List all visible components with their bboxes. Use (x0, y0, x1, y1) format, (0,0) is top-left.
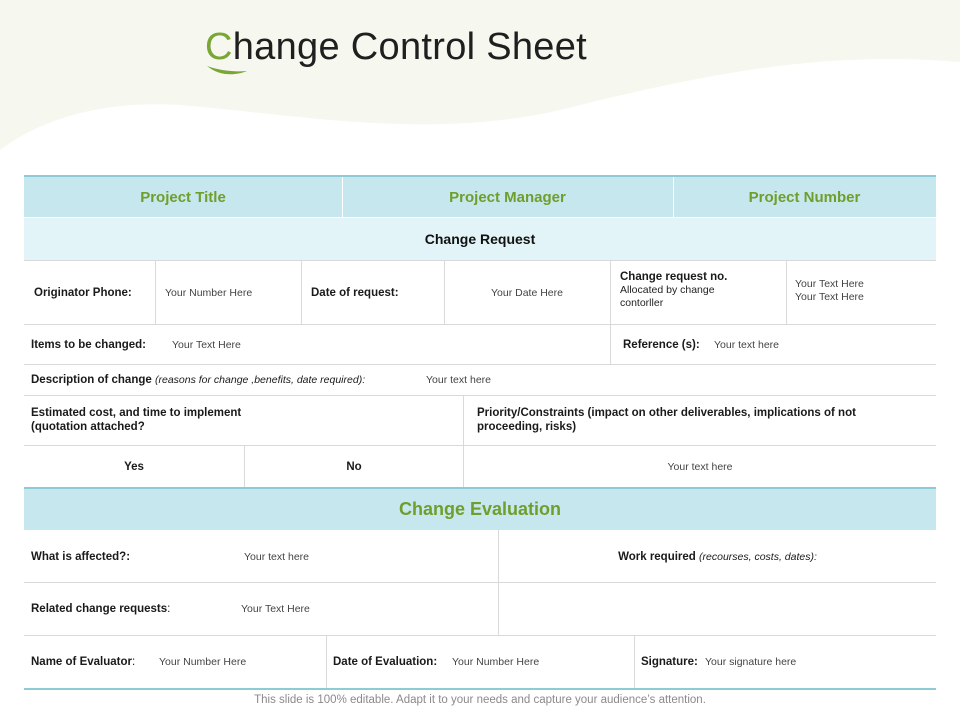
priority-constraints-label: Priority/Constraints (impact on other deliverables, implications of not proceeding, risks) (477, 407, 856, 433)
evaluator-colon: : (131, 656, 136, 668)
change-request-no-label: Change request no. (620, 271, 728, 283)
related-requests-colon: : (167, 603, 171, 615)
work-required-label (499, 531, 936, 582)
cell-divider (244, 445, 245, 487)
items-to-change-label: Items to be changed: (31, 338, 147, 351)
description-hint: (reasons for change ,benefits, date required): (154, 374, 366, 386)
estimated-cost-label: Estimated cost, and time to implement (quotation attached? (31, 407, 242, 433)
date-of-request-label: Date of request: (311, 286, 399, 299)
signature-field[interactable]: Your signature here (705, 656, 797, 668)
table-bottom-border (24, 688, 936, 690)
work-required-label-text: Work required (618, 550, 696, 563)
what-affected-label: What is affected?: (31, 550, 131, 563)
project-manager-header: Project Manager (449, 188, 566, 206)
date-of-request-field[interactable]: Your Date Here (491, 286, 563, 299)
description-label (31, 365, 421, 395)
title-first-letter: C (205, 26, 233, 68)
row-divider (24, 395, 936, 396)
evaluator-label-text: Name of Evaluator (31, 656, 132, 668)
page-title (205, 26, 587, 69)
originator-phone-label: Originator Phone: (34, 286, 132, 299)
originator-phone-field[interactable]: Your Number Here (165, 286, 253, 299)
related-requests-label-text: Related change requests (31, 603, 168, 615)
no-option[interactable]: No (346, 460, 362, 473)
footer-note: This slide is 100% editable. Adapt it to your needs and capture your audience’s attention. (254, 694, 706, 706)
yes-option[interactable]: Yes (124, 460, 144, 473)
change-request-heading: Change Request (24, 218, 936, 260)
change-request-no-block (620, 271, 780, 321)
cell-divider (444, 260, 445, 324)
change-request-no-field[interactable] (795, 278, 930, 308)
cell-divider (610, 260, 611, 324)
change-evaluation-title: Change Evaluation (398, 499, 562, 519)
related-requests-label (31, 583, 231, 635)
reference-field[interactable]: Your text here (714, 338, 779, 351)
change-request-no-sub: Allocated by change contorller (620, 284, 715, 309)
reference-label: Reference (s): (623, 338, 700, 351)
what-affected-field[interactable]: Your text here (244, 550, 309, 563)
work-required-hint: (recourses, costs, dates): (699, 550, 817, 563)
cell-divider (301, 260, 302, 324)
evaluation-date-label: Date of Evaluation: (333, 656, 438, 668)
header-divider (342, 177, 343, 217)
related-requests-field[interactable]: Your Text Here (241, 603, 310, 615)
description-field[interactable]: Your text here (426, 374, 491, 386)
change-request-no-value-1: Your Text Here (795, 278, 864, 290)
change-evaluation-header (24, 487, 936, 530)
evaluator-field[interactable]: Your Number Here (159, 656, 247, 668)
cell-divider (634, 635, 635, 688)
change-request-no-value-2: Your Text Here (795, 291, 864, 303)
description-label-text: Description of change (31, 374, 152, 386)
evaluator-label (31, 636, 161, 688)
priority-field[interactable]: Your text here (667, 460, 733, 473)
items-to-change-field[interactable]: Your Text Here (172, 338, 241, 351)
project-title-header: Project Title (140, 188, 226, 206)
cell-divider (155, 260, 156, 324)
evaluation-date-field[interactable]: Your Number Here (452, 656, 540, 668)
signature-label: Signature: (641, 656, 698, 668)
title-swoosh-icon (205, 62, 249, 78)
title-rest: hange Control Sheet (232, 26, 588, 68)
row-divider (24, 260, 936, 261)
cell-divider (326, 635, 327, 688)
header-divider (673, 177, 674, 217)
project-number-header: Project Number (748, 188, 861, 206)
cell-divider (610, 324, 611, 364)
cell-divider (786, 260, 787, 324)
